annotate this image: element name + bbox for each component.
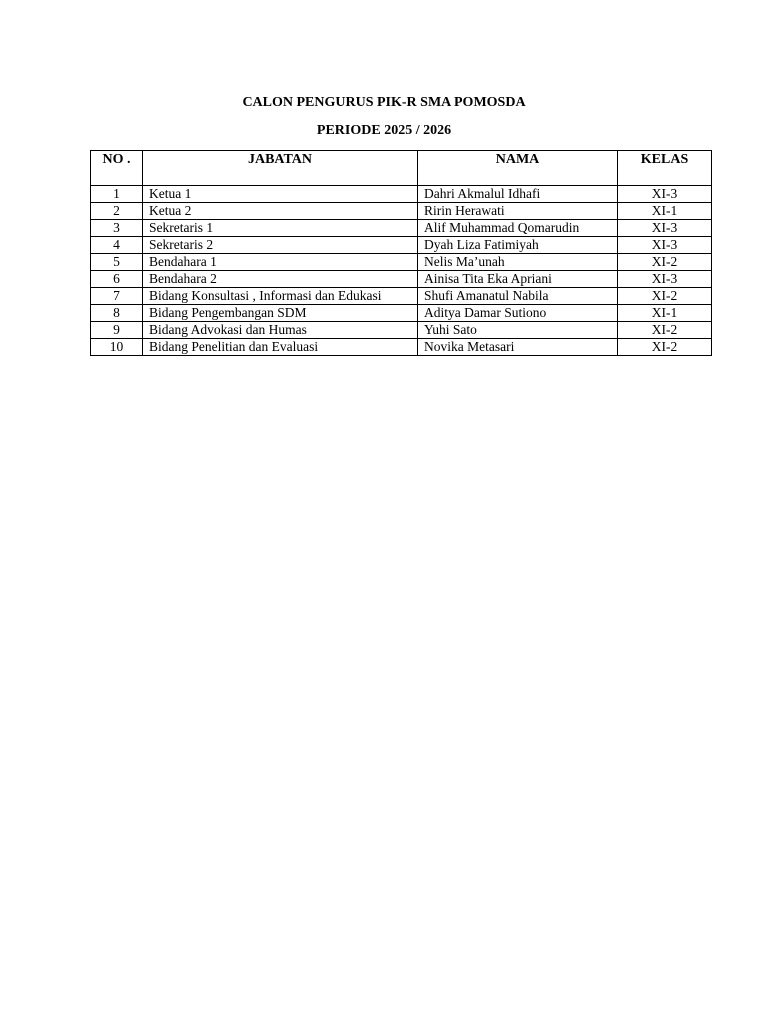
cell-no: 10 [91,339,143,356]
cell-kelas: XI-1 [618,305,712,322]
cell-no: 3 [91,220,143,237]
cell-jabatan: Bendahara 2 [143,271,418,288]
header-jabatan: JABATAN [143,151,418,186]
cell-no: 6 [91,271,143,288]
cell-kelas: XI-3 [618,186,712,203]
cell-nama: Alif Muhammad Qomarudin [418,220,618,237]
table-header [91,151,712,186]
header-row [91,151,712,186]
cell-nama: Dyah Liza Fatimiyah [418,237,618,254]
document-subtitle: PERIODE 2025 / 2026 [316,123,452,138]
cell-kelas: XI-3 [618,237,712,254]
header-nama: NAMA [418,151,618,186]
cell-jabatan: Sekretaris 1 [143,220,418,237]
table-row [91,203,712,220]
cell-kelas: XI-2 [618,254,712,271]
cell-nama: Aditya Damar Sutiono [418,305,618,322]
cell-jabatan: Bendahara 1 [143,254,418,271]
cell-no: 4 [91,237,143,254]
cell-no: 8 [91,305,143,322]
cell-jabatan: Bidang Pengembangan SDM [143,305,418,322]
table-row [91,288,712,305]
table-body [91,186,712,356]
committee-table [90,150,712,356]
header-kelas: KELAS [618,151,712,186]
cell-nama: Nelis Ma’unah [418,254,618,271]
cell-jabatan: Ketua 2 [143,203,418,220]
cell-jabatan: Ketua 1 [143,186,418,203]
cell-kelas: XI-1 [618,203,712,220]
cell-kelas: XI-3 [618,220,712,237]
cell-kelas: XI-2 [618,339,712,356]
cell-jabatan: Bidang Konsultasi , Informasi dan Edukasi [143,288,418,305]
cell-kelas: XI-2 [618,288,712,305]
cell-nama: Ainisa Tita Eka Apriani [418,271,618,288]
cell-no: 7 [91,288,143,305]
cell-nama: Novika Metasari [418,339,618,356]
cell-nama: Ririn Herawati [418,203,618,220]
cell-nama: Shufi Amanatul Nabila [418,288,618,305]
cell-no: 9 [91,322,143,339]
table-row [91,254,712,271]
cell-kelas: XI-2 [618,322,712,339]
table-row [91,271,712,288]
cell-no: 2 [91,203,143,220]
table-row [91,322,712,339]
table-row [91,339,712,356]
cell-jabatan: Bidang Penelitian dan Evaluasi [143,339,418,356]
cell-nama: Yuhi Sato [418,322,618,339]
cell-jabatan: Bidang Advokasi dan Humas [143,322,418,339]
cell-no: 5 [91,254,143,271]
table-row [91,220,712,237]
table-row [91,237,712,254]
cell-kelas: XI-3 [618,271,712,288]
cell-no: 1 [91,186,143,203]
header-no: NO . [91,151,143,186]
document-title: CALON PENGURUS PIK-R SMA POMOSDA [242,95,526,110]
cell-jabatan: Sekretaris 2 [143,237,418,254]
cell-nama: Dahri Akmalul Idhafi [418,186,618,203]
table-row [91,305,712,322]
table-row [91,186,712,203]
